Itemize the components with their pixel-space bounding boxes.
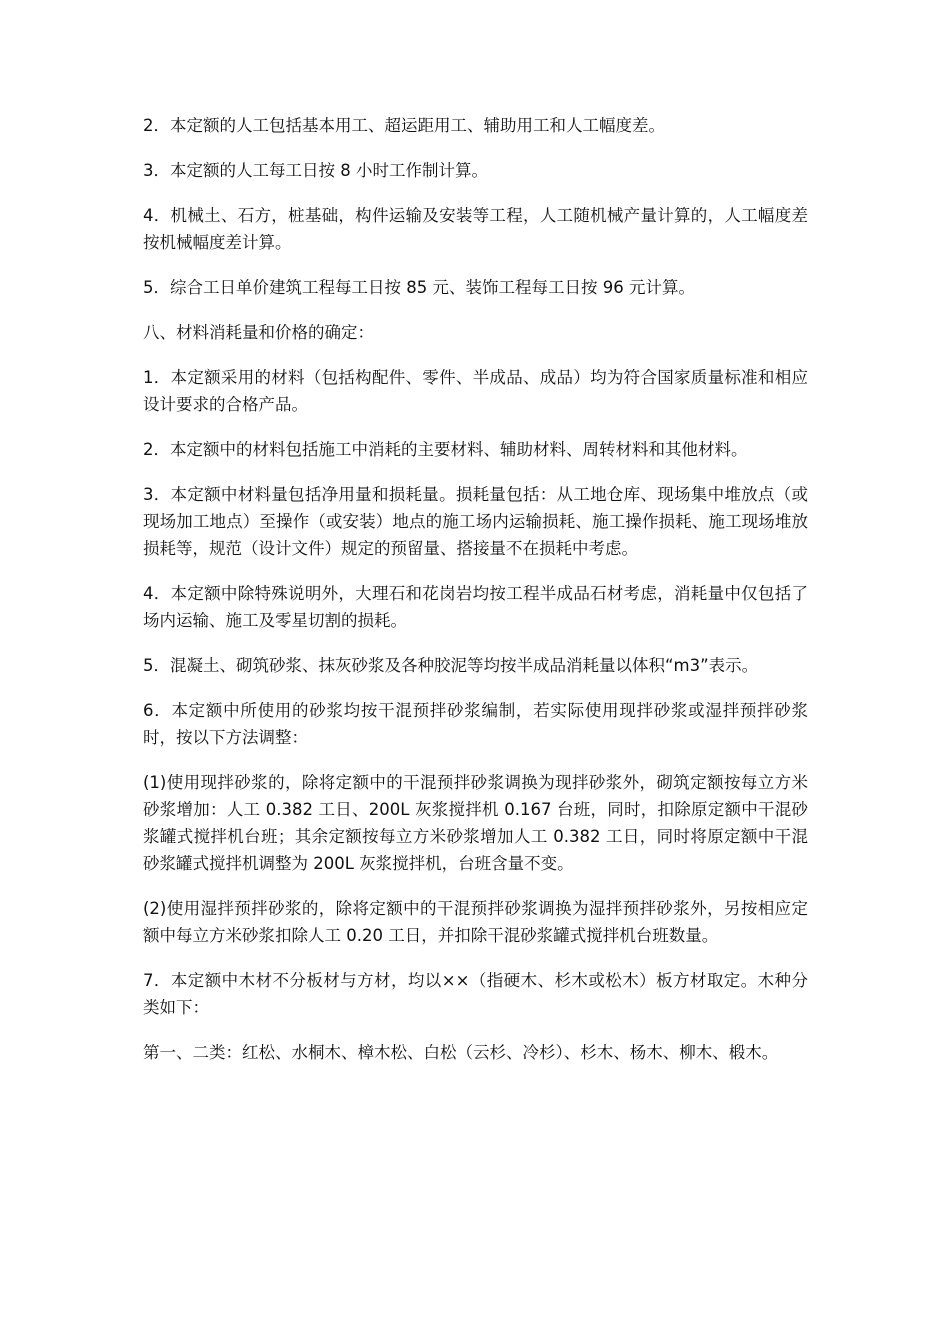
paragraph-material-quality: 1．本定额采用的材料（包括构配件、零件、半成品、成品）均为符合国家质量标准和相应设计要求的合格产品。 [143, 368, 808, 414]
paragraph-labor-workday: 3．本定额的人工每工日按 8 小时工作制计算。 [143, 161, 488, 180]
paragraph-wood-classes: 第一、二类：红松、水桐木、樟木松、白松（云杉、冷杉）、杉木、杨木、柳木、椴木。 [143, 1043, 779, 1062]
paragraph-timber: 7．本定额中木材不分板材与方材，均以××（指硬木、杉木或松木）板方材取定。木种分类如下： [143, 971, 808, 1017]
paragraph-concrete-volume: 5．混凝土、砌筑砂浆、抹灰砂浆及各种胶泥等均按半成品消耗量以体积“m3”表示。 [143, 656, 759, 675]
paragraph-labor-composition: 2．本定额的人工包括基本用工、超运距用工、辅助用工和人工幅度差。 [143, 116, 665, 135]
paragraph-material-types: 2．本定额中的材料包括施工中消耗的主要材料、辅助材料、周转材料和其他材料。 [143, 440, 748, 459]
section-heading-materials: 八、材料消耗量和价格的确定： [143, 323, 374, 342]
document-body [143, 112, 808, 1084]
paragraph-wet-mixed-mortar: (2)使用湿拌预拌砂浆的，除将定额中的干混预拌砂浆调换为湿拌预拌砂浆外，另按相应定额中每立方米砂浆扣除人工 0.20 工日，并扣除干混砂浆罐式搅拌机台班数量。 [143, 899, 808, 945]
paragraph-material-loss: 3．本定额中材料量包括净用量和损耗量。损耗量包括：从工地仓库、现场集中堆放点（或现场加工地点）至操作（或安装）地点的施工场内运输损耗、施工操作损耗、施工现场堆放损耗等，规范（设计文件）规定的预留量、搭接量不在损耗中考虑。 [143, 485, 808, 558]
paragraph-stone-materials: 4．本定额中除特殊说明外，大理石和花岗岩均按工程半成品石材考虑，消耗量中仅包括了场内运输、施工及零星切割的损耗。 [143, 584, 808, 630]
paragraph-daily-wage: 5．综合工日单价建筑工程每工日按 85 元、装饰工程每工日按 96 元计算。 [143, 278, 695, 297]
paragraph-site-mixed-mortar: (1)使用现拌砂浆的，除将定额中的干混预拌砂浆调换为现拌砂浆外，砌筑定额按每立方米砂浆增加：人工 0.382 工日、200L 灰浆搅拌机 0.167 台班，同时，扣除原定额中干混砂浆罐式搅拌机台班；其余定额按每立方米砂浆增加人工 0.382 工日，同时将原定额中干混砂浆罐式搅拌机调整为 200L 灰浆搅拌机，台班含量不变。 [143, 773, 808, 873]
paragraph-mortar-adjustment: 6．本定额中所使用的砂浆均按干混预拌砂浆编制，若实际使用现拌砂浆或湿拌预拌砂浆时，按以下方法调整： [143, 701, 808, 747]
paragraph-machine-labor: 4．机械土、石方，桩基础，构件运输及安装等工程，人工随机械产量计算的，人工幅度差按机械幅度差计算。 [143, 206, 808, 252]
